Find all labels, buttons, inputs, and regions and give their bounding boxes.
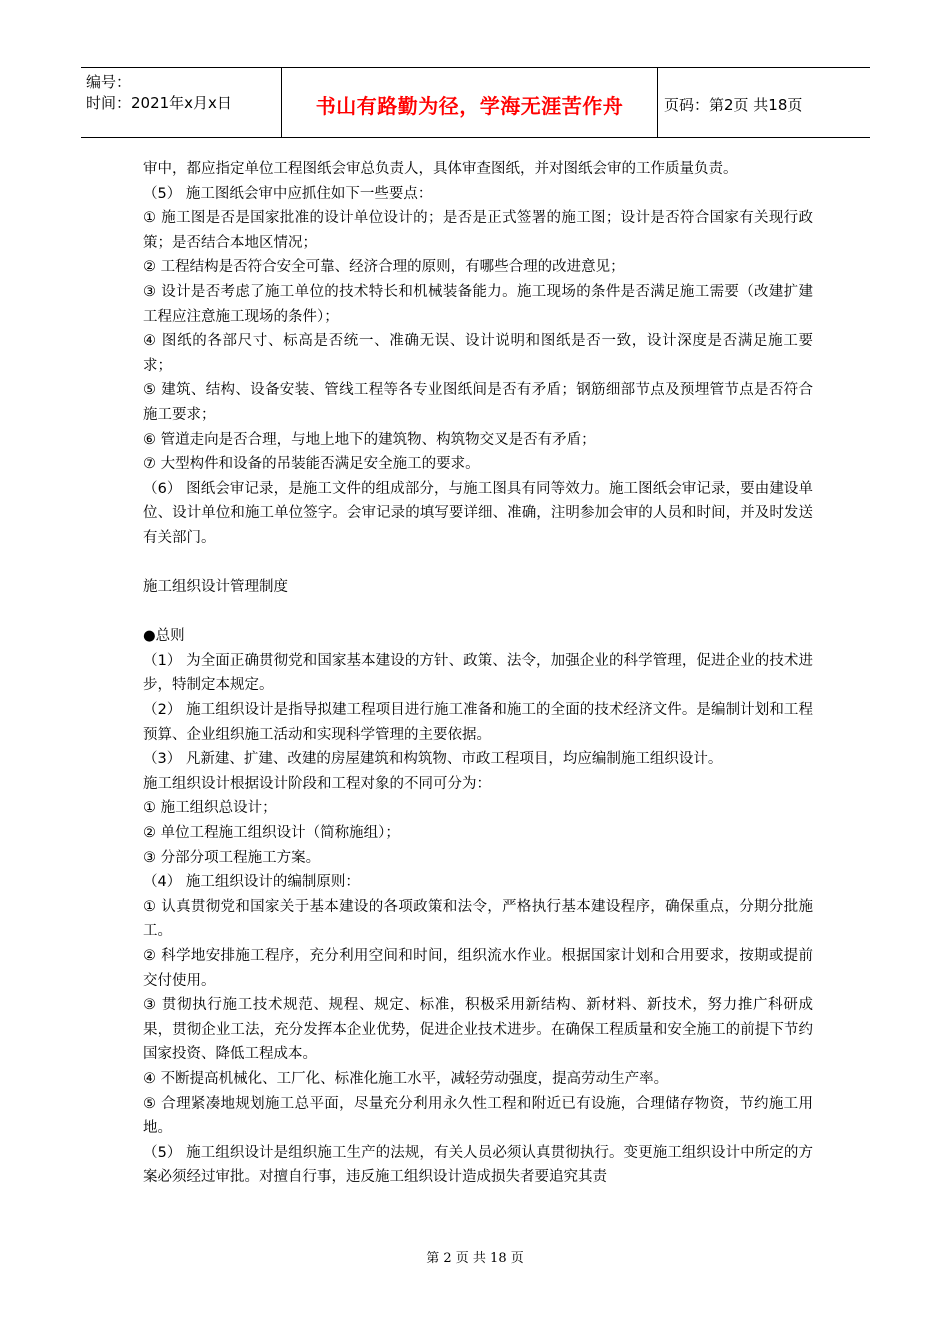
body-paragraph: ③ 分部分项工程施工方案。 [143,849,321,866]
header-page-info: 页码：第2页 共18页 [664,96,803,114]
body-paragraph: （5） 施工组织设计是组织施工生产的法规，有关人员必须认真贯彻执行。变更施工组织设计中所定的方案必须经过审批。对擅自行事，违反施工组织设计造成损失者要追究其责 [143,1144,813,1186]
body-paragraph: 施工组织设计根据设计阶段和工程对象的不同可分为： [143,775,491,792]
body-paragraph: ⑤ 合理紧凑地规划施工总平面，尽量充分利用永久性工程和附近已有设施，合理储存物资，节约施工用地。 [143,1095,813,1137]
body-paragraph: ③ 贯彻执行施工技术规范、规程、规定、标准，积极采用新结构、新材料、新技术，努力推广科研成果，贯彻企业工法，充分发挥本企业优势，促进企业技术进步。在确保工程质量和安全施工的前提下节约国家投资、降低工程成本。 [143,997,813,1063]
header-motto: 书山有路勤为径，学海无涯苦作舟 [315,94,624,118]
footer-page-number: 第 2 页 共 18 页 [426,1251,524,1266]
body-paragraph: ④ 图纸的各部尺寸、标高是否统一、准确无误、设计说明和图纸是否一致，设计深度是否满足施工要求； [143,333,813,374]
body-paragraph: 审中，都应指定单位工程图纸会审总负责人，具体审查图纸，并对图纸会审的工作质量负责。 [143,161,738,177]
document-date: 时间：2021年x月x日 [86,94,232,112]
paragraph-spacer [143,551,813,576]
header-page-info-cell [658,68,870,137]
body-paragraph: ② 工程结构是否符合安全可靠、经济合理的原则，有哪些合理的改进意见； [143,259,625,276]
body-paragraph: （5） 施工图纸会审中应抓住如下一些要点： [143,185,433,202]
subsection-title: ●总则 [143,628,185,645]
body-paragraph: ⑦ 大型构件和设备的吊装能否满足安全施工的要求。 [143,456,480,473]
body-paragraph: ① 施工组织总设计； [143,800,277,817]
body-paragraph: （1） 为全面正确贯彻党和国家基本建设的方针、政策、法令，加强企业的科学管理，促进企业的技术进步，特制定本规定。 [143,652,813,694]
body-paragraph: ④ 不断提高机械化、工厂化、标准化施工水平，减轻劳动强度，提高劳动生产率。 [143,1070,669,1087]
document-number-label: 编号： [86,73,132,91]
body-paragraph: ③ 设计是否考虑了施工单位的技术特长和机械装备能力。施工现场的条件是否满足施工需要（改建扩建工程应注意施工现场的条件）； [143,283,813,325]
body-paragraph: ⑤ 建筑、结构、设备安装、管线工程等各专业图纸间是否有矛盾；钢筋细部节点及预埋管节点是否符合施工要求； [143,382,813,423]
body-paragraph: ① 认真贯彻党和国家关于基本建设的各项政策和法令，严格执行基本建设程序，确保重点，分期分批施工。 [143,898,813,940]
page-header [81,67,870,138]
body-paragraph: （4） 施工组织设计的编制原则： [143,874,360,891]
body-paragraph: （2） 施工组织设计是指导拟建工程项目进行施工准备和施工的全面的技术经济文件。是编制计划和工程预算、企业组织施工活动和实现科学管理的主要依据。 [143,702,813,743]
body-paragraph: ② 科学地安排施工程序，充分利用空间和时间，组织流水作业。根据国家计划和合用要求，按期或提前交付使用。 [143,948,813,989]
body-paragraph: ① 施工图是否是国家批准的设计单位设计的；是否是正式签署的施工图；设计是否符合国家有关现行政策；是否结合本地区情况； [143,210,813,251]
page-footer [0,1247,950,1266]
section-title: 施工组织设计管理制度 [143,579,288,596]
header-meta [81,68,282,137]
body-paragraph: （6） 图纸会审记录，是施工文件的组成部分，与施工图具有同等效力。施工图纸会审记录，要由建设单位、设计单位和施工单位签字。会审记录的填写要详细、准确，注明参加会审的人员和时间，并及时发送有关部门。 [143,480,813,546]
header-motto-cell [282,68,658,137]
body-paragraph: ⑥ 管道走向是否合理，与地上地下的建筑物、构筑物交叉是否有矛盾； [143,431,596,448]
document-body [143,157,813,1190]
paragraph-spacer [143,600,813,625]
body-paragraph: ② 单位工程施工组织设计（简称施组）； [143,825,400,842]
body-paragraph: （3） 凡新建、扩建、改建的房屋建筑和构筑物、市政工程项目，均应编制施工组织设计。 [143,751,723,768]
